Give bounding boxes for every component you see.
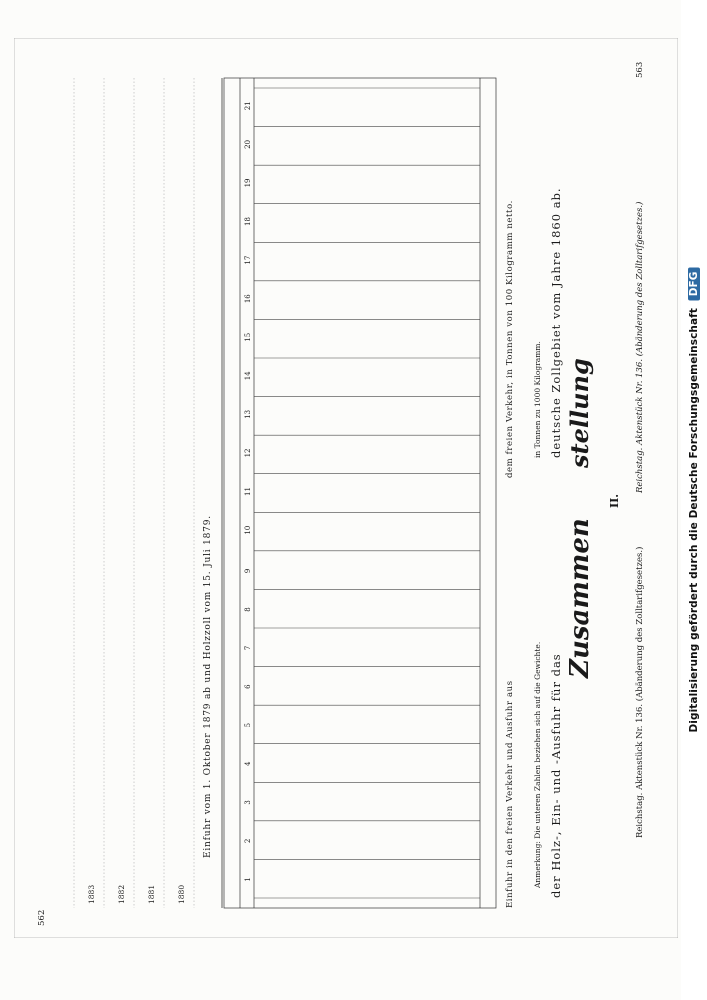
page-number-right: 563	[635, 61, 645, 78]
column-number: 13	[244, 409, 252, 419]
column-number: 3	[244, 800, 252, 805]
column-number: 1	[244, 877, 252, 882]
dfg-logo: DFG	[688, 267, 700, 300]
row-year: 1882	[117, 884, 126, 904]
column-number: 10	[244, 525, 252, 535]
title-right: stellung	[565, 358, 594, 468]
title-left: Zusammen	[565, 518, 595, 678]
data-rows	[74, 78, 194, 908]
column-rules	[254, 88, 480, 898]
column-number: 17	[244, 255, 252, 265]
column-number: 18	[244, 217, 252, 226]
section-heading-right: dem freien Verkehr, in Tonnen von 100 Kilogramm netto.	[505, 200, 515, 478]
column-number: 6	[244, 684, 252, 689]
rotated-table-sheet	[14, 38, 678, 938]
column-number: 11	[244, 487, 252, 496]
header-left: Reichstag. Aktenstück Nr. 136. (Abänderung des Zolltarifgesetzes.)	[635, 201, 645, 493]
header-table	[224, 78, 496, 908]
sidebar-credit-text: Digitalisierung gefördert durch die Deutsche Forschungsgemeinschaft	[688, 308, 700, 733]
row-year: 1883	[87, 884, 96, 904]
document-svg	[14, 38, 678, 938]
column-number: 5	[244, 722, 252, 728]
header-right: Reichstag. Aktenstück Nr. 136. (Abänderung des Zolltarifgesetzes.)	[635, 546, 645, 838]
section-heading-2: Einfuhr vom 1. Oktober 1879 ab und Holzzoll vom 15. Juli 1879.	[203, 515, 213, 858]
column-number: 15	[244, 332, 252, 342]
column-number: 9	[244, 568, 252, 574]
column-number: 2	[244, 838, 252, 844]
column-number: 16	[244, 294, 252, 304]
column-numbers	[244, 101, 252, 881]
column-number: 7	[244, 645, 252, 651]
sidebar-credit	[688, 267, 700, 732]
column-number: 14	[244, 371, 252, 381]
column-number: 12	[244, 448, 252, 458]
column-number: 4	[244, 761, 252, 766]
column-number: 8	[244, 607, 252, 612]
column-number: 19	[244, 178, 252, 188]
section-heading-left: Einfuhr in den freien Verkehr und Ausfuhr aus	[505, 680, 515, 908]
section-number: II.	[608, 493, 621, 508]
note-left: Anmerkung: Die unteren Zahlen beziehen sich auf die Gewichte.	[533, 641, 542, 888]
note-right: in Tonnen zu 1000 Kilogramm.	[533, 341, 542, 458]
row-year: 1880	[177, 884, 186, 904]
page-frame	[14, 38, 678, 938]
digitization-sidebar	[681, 0, 707, 1000]
subtitle-right: deutsche Zollgebiet vom Jahre 1860 ab.	[549, 187, 563, 458]
row-years	[87, 885, 186, 904]
subtitle-left: der Holz-, Ein- und -Ausfuhr für das	[549, 653, 563, 898]
column-number: 21	[244, 101, 252, 111]
page-number-left: 562	[37, 909, 47, 926]
column-number: 20	[244, 139, 252, 149]
row-year: 1881	[147, 884, 156, 904]
